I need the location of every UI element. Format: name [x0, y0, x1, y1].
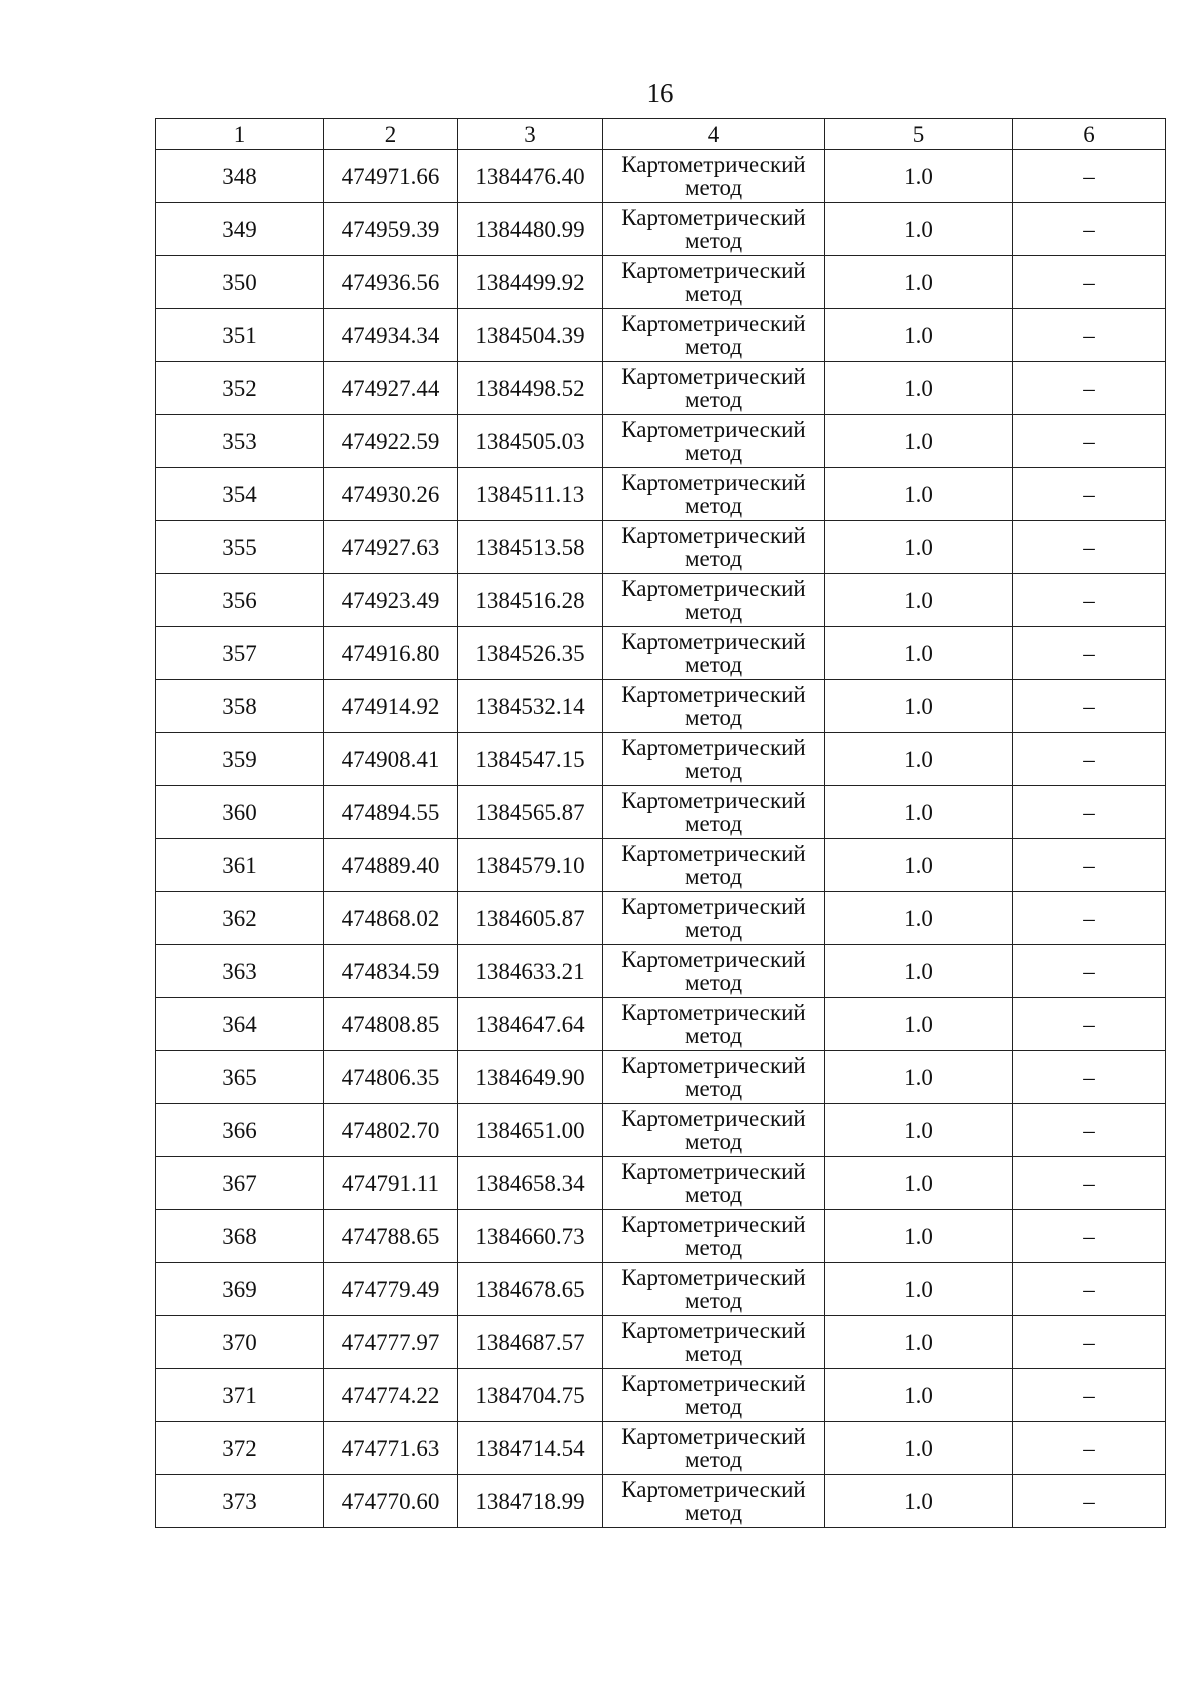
x-coordinate-cell: 474927.63 [324, 521, 458, 574]
method-cell [603, 1316, 825, 1369]
accuracy-cell: 1.0 [825, 415, 1013, 468]
method-line-2: метод [684, 1182, 743, 1207]
accuracy-cell: 1.0 [825, 1369, 1013, 1422]
table-row [156, 733, 1166, 786]
method-line-1: Картометрический [621, 1318, 806, 1343]
y-coordinate-cell: 1384476.40 [458, 150, 603, 203]
method-cell [603, 309, 825, 362]
x-coordinate-cell: 474788.65 [324, 1210, 458, 1263]
table-row [156, 1369, 1166, 1422]
method-line-1: Картометрический [621, 788, 806, 813]
x-coordinate-cell: 474894.55 [324, 786, 458, 839]
method-line-2: метод [684, 864, 743, 889]
point-number-cell: 355 [156, 521, 324, 574]
method-cell [603, 1051, 825, 1104]
point-number-cell: 373 [156, 1475, 324, 1528]
method-line-1: Картометрический [621, 1265, 806, 1290]
table-row [156, 1263, 1166, 1316]
method-line-2: метод [684, 281, 743, 306]
accuracy-cell: 1.0 [825, 680, 1013, 733]
method-line-2: метод [684, 1288, 743, 1313]
method-cell [603, 680, 825, 733]
point-number-cell: 348 [156, 150, 324, 203]
table-row [156, 574, 1166, 627]
description-cell: – [1013, 521, 1166, 574]
x-coordinate-cell: 474927.44 [324, 362, 458, 415]
x-coordinate-cell: 474923.49 [324, 574, 458, 627]
y-coordinate-cell: 1384511.13 [458, 468, 603, 521]
description-cell: – [1013, 150, 1166, 203]
description-cell: – [1013, 415, 1166, 468]
y-coordinate-cell: 1384516.28 [458, 574, 603, 627]
method-line-1: Картометрический [621, 841, 806, 866]
accuracy-cell: 1.0 [825, 362, 1013, 415]
y-coordinate-cell: 1384532.14 [458, 680, 603, 733]
description-cell: – [1013, 574, 1166, 627]
x-coordinate-cell: 474779.49 [324, 1263, 458, 1316]
table-row [156, 1104, 1166, 1157]
accuracy-cell: 1.0 [825, 998, 1013, 1051]
accuracy-cell: 1.0 [825, 733, 1013, 786]
description-cell: – [1013, 945, 1166, 998]
method-cell [603, 150, 825, 203]
description-cell: – [1013, 1210, 1166, 1263]
x-coordinate-cell: 474774.22 [324, 1369, 458, 1422]
description-cell: – [1013, 309, 1166, 362]
x-coordinate-cell: 474771.63 [324, 1422, 458, 1475]
method-line-2: метод [684, 546, 743, 571]
y-coordinate-cell: 1384718.99 [458, 1475, 603, 1528]
table-row [156, 1422, 1166, 1475]
method-cell [603, 839, 825, 892]
method-line-2: метод [684, 1394, 743, 1419]
point-number-cell: 369 [156, 1263, 324, 1316]
y-coordinate-cell: 1384513.58 [458, 521, 603, 574]
table-row [156, 309, 1166, 362]
method-line-1: Картометрический [621, 311, 806, 336]
accuracy-cell: 1.0 [825, 309, 1013, 362]
method-line-2: метод [684, 1341, 743, 1366]
method-line-1: Картометрический [621, 894, 806, 919]
accuracy-cell: 1.0 [825, 574, 1013, 627]
method-line-1: Картометрический [621, 205, 806, 230]
description-cell: – [1013, 1157, 1166, 1210]
y-coordinate-cell: 1384660.73 [458, 1210, 603, 1263]
point-number-cell: 363 [156, 945, 324, 998]
method-line-2: метод [684, 599, 743, 624]
x-coordinate-cell: 474806.35 [324, 1051, 458, 1104]
description-cell: – [1013, 1104, 1166, 1157]
table-row [156, 415, 1166, 468]
point-number-cell: 359 [156, 733, 324, 786]
description-cell: – [1013, 839, 1166, 892]
x-coordinate-cell: 474908.41 [324, 733, 458, 786]
method-line-1: Картометрический [621, 947, 806, 972]
y-coordinate-cell: 1384480.99 [458, 203, 603, 256]
x-coordinate-cell: 474930.26 [324, 468, 458, 521]
method-line-2: метод [684, 387, 743, 412]
accuracy-cell: 1.0 [825, 1475, 1013, 1528]
table-row [156, 150, 1166, 203]
point-number-cell: 360 [156, 786, 324, 839]
table-row [156, 839, 1166, 892]
header-cell: 1 [156, 119, 324, 150]
method-cell [603, 892, 825, 945]
point-number-cell: 370 [156, 1316, 324, 1369]
accuracy-cell: 1.0 [825, 1157, 1013, 1210]
coordinates-table [155, 118, 1166, 1528]
page-number: 16 [646, 78, 674, 108]
method-line-1: Картометрический [621, 1053, 806, 1078]
table-row [156, 680, 1166, 733]
method-line-1: Картометрический [621, 258, 806, 283]
description-cell: – [1013, 203, 1166, 256]
method-cell [603, 1104, 825, 1157]
method-cell [603, 521, 825, 574]
table-row [156, 362, 1166, 415]
x-coordinate-cell: 474770.60 [324, 1475, 458, 1528]
y-coordinate-cell: 1384649.90 [458, 1051, 603, 1104]
description-cell: – [1013, 733, 1166, 786]
table-row [156, 468, 1166, 521]
description-cell: – [1013, 998, 1166, 1051]
method-line-2: метод [684, 652, 743, 677]
accuracy-cell: 1.0 [825, 945, 1013, 998]
point-number-cell: 367 [156, 1157, 324, 1210]
method-cell [603, 203, 825, 256]
y-coordinate-cell: 1384605.87 [458, 892, 603, 945]
table-row [156, 1210, 1166, 1263]
point-number-cell: 365 [156, 1051, 324, 1104]
method-cell [603, 733, 825, 786]
table-row [156, 786, 1166, 839]
point-number-cell: 349 [156, 203, 324, 256]
method-line-2: метод [684, 970, 743, 995]
accuracy-cell: 1.0 [825, 468, 1013, 521]
method-line-1: Картометрический [621, 1477, 806, 1502]
accuracy-cell: 1.0 [825, 1051, 1013, 1104]
accuracy-cell: 1.0 [825, 150, 1013, 203]
header-cell: 4 [603, 119, 825, 150]
x-coordinate-cell: 474922.59 [324, 415, 458, 468]
description-cell: – [1013, 1316, 1166, 1369]
point-number-cell: 354 [156, 468, 324, 521]
accuracy-cell: 1.0 [825, 892, 1013, 945]
header-cell: 5 [825, 119, 1013, 150]
y-coordinate-cell: 1384504.39 [458, 309, 603, 362]
table-row [156, 1475, 1166, 1528]
x-coordinate-cell: 474791.11 [324, 1157, 458, 1210]
method-line-1: Картометрический [621, 152, 806, 177]
y-coordinate-cell: 1384687.57 [458, 1316, 603, 1369]
description-cell: – [1013, 786, 1166, 839]
method-line-2: метод [684, 1076, 743, 1101]
point-number-cell: 350 [156, 256, 324, 309]
description-cell: – [1013, 680, 1166, 733]
method-cell [603, 1422, 825, 1475]
method-cell [603, 627, 825, 680]
table-body [156, 119, 1166, 1528]
method-line-1: Картометрический [621, 1212, 806, 1237]
accuracy-cell: 1.0 [825, 1316, 1013, 1369]
point-number-cell: 364 [156, 998, 324, 1051]
method-line-1: Картометрический [621, 1424, 806, 1449]
point-number-cell: 372 [156, 1422, 324, 1475]
method-line-1: Картометрический [621, 523, 806, 548]
y-coordinate-cell: 1384499.92 [458, 256, 603, 309]
method-line-2: метод [684, 1023, 743, 1048]
accuracy-cell: 1.0 [825, 1422, 1013, 1475]
description-cell: – [1013, 1051, 1166, 1104]
x-coordinate-cell: 474868.02 [324, 892, 458, 945]
x-coordinate-cell: 474808.85 [324, 998, 458, 1051]
point-number-cell: 351 [156, 309, 324, 362]
method-cell [603, 468, 825, 521]
accuracy-cell: 1.0 [825, 1210, 1013, 1263]
method-line-1: Картометрический [621, 1371, 806, 1396]
table-row [156, 1051, 1166, 1104]
method-line-2: метод [684, 917, 743, 942]
method-line-1: Картометрический [621, 1000, 806, 1025]
y-coordinate-cell: 1384714.54 [458, 1422, 603, 1475]
y-coordinate-cell: 1384579.10 [458, 839, 603, 892]
x-coordinate-cell: 474934.34 [324, 309, 458, 362]
accuracy-cell: 1.0 [825, 1104, 1013, 1157]
method-cell [603, 1157, 825, 1210]
accuracy-cell: 1.0 [825, 203, 1013, 256]
y-coordinate-cell: 1384547.15 [458, 733, 603, 786]
method-line-1: Картометрический [621, 1106, 806, 1131]
point-number-cell: 357 [156, 627, 324, 680]
description-cell: – [1013, 1475, 1166, 1528]
method-cell [603, 415, 825, 468]
method-cell [603, 1263, 825, 1316]
method-line-2: метод [684, 758, 743, 783]
y-coordinate-cell: 1384633.21 [458, 945, 603, 998]
header-cell: 3 [458, 119, 603, 150]
method-cell [603, 362, 825, 415]
method-line-1: Картометрический [621, 364, 806, 389]
method-cell [603, 998, 825, 1051]
method-line-2: метод [684, 1129, 743, 1154]
table-header-row [156, 119, 1166, 150]
table-row [156, 256, 1166, 309]
x-coordinate-cell: 474889.40 [324, 839, 458, 892]
description-cell: – [1013, 1422, 1166, 1475]
point-number-cell: 356 [156, 574, 324, 627]
method-line-1: Картометрический [621, 735, 806, 760]
x-coordinate-cell: 474834.59 [324, 945, 458, 998]
method-line-1: Картометрический [621, 417, 806, 442]
method-line-2: метод [684, 705, 743, 730]
method-line-2: метод [684, 1500, 743, 1525]
point-number-cell: 352 [156, 362, 324, 415]
point-number-cell: 366 [156, 1104, 324, 1157]
method-cell [603, 1210, 825, 1263]
x-coordinate-cell: 474914.92 [324, 680, 458, 733]
method-line-2: метод [684, 811, 743, 836]
description-cell: – [1013, 256, 1166, 309]
method-line-1: Картометрический [621, 470, 806, 495]
y-coordinate-cell: 1384647.64 [458, 998, 603, 1051]
method-cell [603, 1369, 825, 1422]
description-cell: – [1013, 892, 1166, 945]
table-row [156, 892, 1166, 945]
point-number-cell: 368 [156, 1210, 324, 1263]
method-line-2: метод [684, 334, 743, 359]
description-cell: – [1013, 362, 1166, 415]
method-cell [603, 574, 825, 627]
accuracy-cell: 1.0 [825, 839, 1013, 892]
method-line-1: Картометрический [621, 682, 806, 707]
point-number-cell: 358 [156, 680, 324, 733]
table-row [156, 1157, 1166, 1210]
description-cell: – [1013, 1369, 1166, 1422]
x-coordinate-cell: 474971.66 [324, 150, 458, 203]
method-line-2: метод [684, 228, 743, 253]
method-line-2: метод [684, 440, 743, 465]
x-coordinate-cell: 474777.97 [324, 1316, 458, 1369]
accuracy-cell: 1.0 [825, 521, 1013, 574]
method-cell [603, 786, 825, 839]
table-row [156, 1316, 1166, 1369]
x-coordinate-cell: 474916.80 [324, 627, 458, 680]
method-line-2: метод [684, 175, 743, 200]
description-cell: – [1013, 468, 1166, 521]
method-line-1: Картометрический [621, 1159, 806, 1184]
table-row [156, 998, 1166, 1051]
table-row [156, 521, 1166, 574]
method-line-2: метод [684, 1235, 743, 1260]
point-number-cell: 371 [156, 1369, 324, 1422]
y-coordinate-cell: 1384678.65 [458, 1263, 603, 1316]
description-cell: – [1013, 1263, 1166, 1316]
method-cell [603, 945, 825, 998]
x-coordinate-cell: 474959.39 [324, 203, 458, 256]
y-coordinate-cell: 1384704.75 [458, 1369, 603, 1422]
x-coordinate-cell: 474936.56 [324, 256, 458, 309]
header-cell: 6 [1013, 119, 1166, 150]
y-coordinate-cell: 1384565.87 [458, 786, 603, 839]
y-coordinate-cell: 1384498.52 [458, 362, 603, 415]
point-number-cell: 353 [156, 415, 324, 468]
header-cell: 2 [324, 119, 458, 150]
table-row [156, 203, 1166, 256]
table-row [156, 945, 1166, 998]
y-coordinate-cell: 1384658.34 [458, 1157, 603, 1210]
method-line-2: метод [684, 493, 743, 518]
point-number-cell: 361 [156, 839, 324, 892]
table-row [156, 627, 1166, 680]
y-coordinate-cell: 1384651.00 [458, 1104, 603, 1157]
y-coordinate-cell: 1384526.35 [458, 627, 603, 680]
method-line-2: метод [684, 1447, 743, 1472]
description-cell: – [1013, 627, 1166, 680]
point-number-cell: 362 [156, 892, 324, 945]
accuracy-cell: 1.0 [825, 786, 1013, 839]
accuracy-cell: 1.0 [825, 1263, 1013, 1316]
accuracy-cell: 1.0 [825, 627, 1013, 680]
method-cell [603, 256, 825, 309]
accuracy-cell: 1.0 [825, 256, 1013, 309]
x-coordinate-cell: 474802.70 [324, 1104, 458, 1157]
method-line-1: Картометрический [621, 629, 806, 654]
method-cell [603, 1475, 825, 1528]
y-coordinate-cell: 1384505.03 [458, 415, 603, 468]
method-line-1: Картометрический [621, 576, 806, 601]
